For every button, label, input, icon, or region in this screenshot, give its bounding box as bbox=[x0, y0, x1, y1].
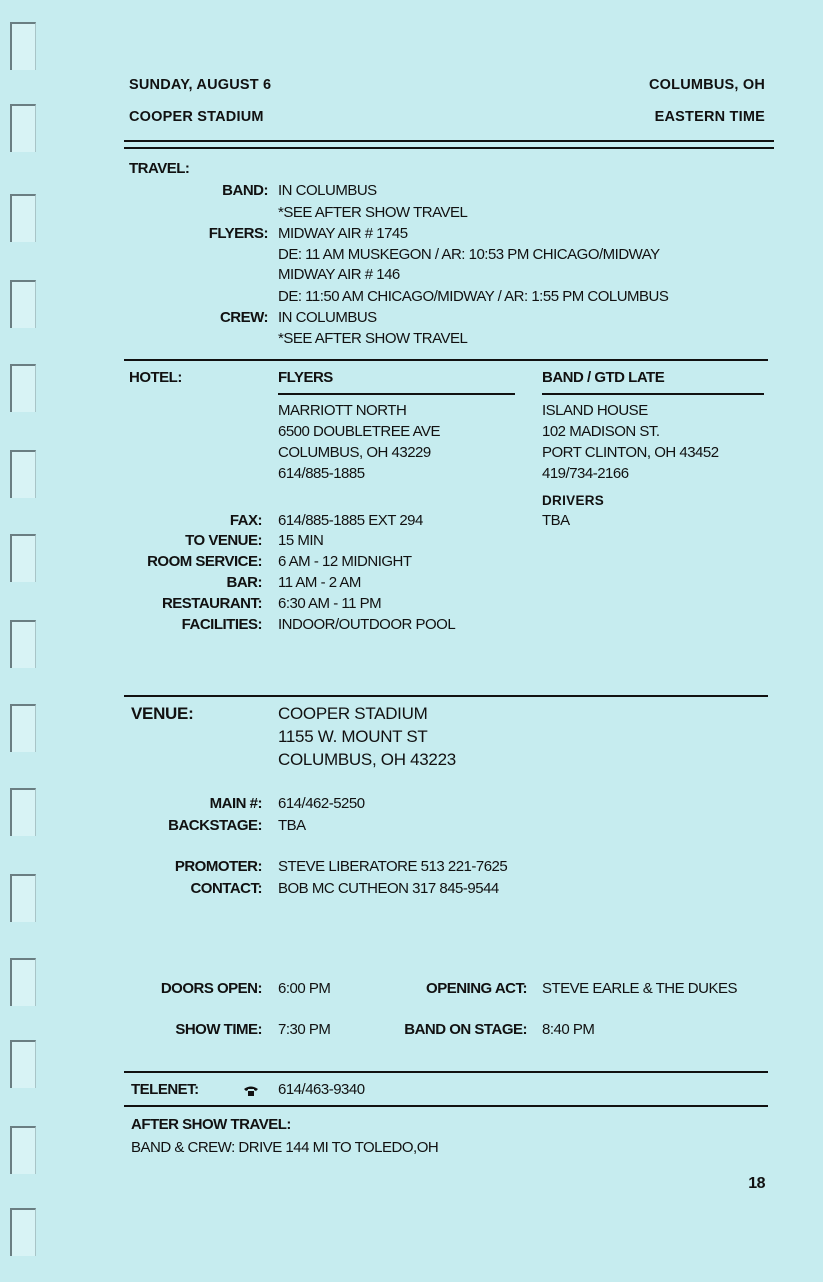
band-on-stage-label: BAND ON STAGE: bbox=[404, 1021, 527, 1038]
schedule-rule bbox=[124, 1071, 768, 1073]
show-time-value: 7:30 PM bbox=[278, 1021, 331, 1038]
hotel-band-rule bbox=[542, 393, 764, 395]
header-timezone: EASTERN TIME bbox=[654, 109, 765, 125]
hotel-drivers-value: TBA bbox=[542, 512, 570, 529]
hotel-band-heading: BAND / GTD LATE bbox=[542, 369, 665, 386]
hotel-detail-value: 6 AM - 12 MIDNIGHT bbox=[278, 553, 412, 570]
hotel-detail-value: INDOOR/OUTDOOR POOL bbox=[278, 616, 456, 633]
travel-flyers-line: MIDWAY AIR # 1745 bbox=[278, 225, 408, 242]
venue-heading: VENUE: bbox=[131, 704, 194, 723]
hotel-detail-label: RESTAURANT: bbox=[161, 595, 262, 612]
binder-hole bbox=[10, 280, 36, 328]
after-show-heading: AFTER SHOW TRAVEL: bbox=[131, 1116, 291, 1133]
venue-contact-label: CONTACT: bbox=[190, 880, 262, 897]
travel-heading: TRAVEL: bbox=[129, 160, 190, 177]
travel-flyers-label: FLYERS: bbox=[208, 225, 268, 242]
hotel-detail-label: TO VENUE: bbox=[185, 532, 262, 549]
show-time-label: SHOW TIME: bbox=[175, 1021, 262, 1038]
binder-hole bbox=[10, 788, 36, 836]
hotel-heading: HOTEL: bbox=[129, 369, 182, 386]
header-date: SUNDAY, AUGUST 6 bbox=[129, 77, 272, 93]
binder-hole bbox=[10, 104, 36, 152]
venue-address-line: COLUMBUS, OH 43223 bbox=[278, 750, 456, 769]
hotel-detail-label: BAR: bbox=[226, 574, 262, 591]
venue-promoter-label: PROMOTER: bbox=[174, 858, 262, 875]
binder-hole bbox=[10, 22, 36, 70]
travel-rule bbox=[124, 359, 768, 361]
header-venue: COOPER STADIUM bbox=[129, 109, 264, 125]
hotel-flyers-line: 614/885-1885 bbox=[278, 465, 365, 482]
hotel-detail-label: FACILITIES: bbox=[181, 616, 262, 633]
hotel-flyers-rule bbox=[278, 393, 515, 395]
binder-hole bbox=[10, 1126, 36, 1174]
hotel-detail-value: 15 MIN bbox=[278, 532, 324, 549]
header-rule-top bbox=[124, 140, 774, 142]
binder-hole bbox=[10, 1208, 36, 1256]
hotel-detail-value: 11 AM - 2 AM bbox=[278, 574, 361, 591]
telenet-rule bbox=[124, 1105, 768, 1107]
venue-contact-value: BOB MC CUTHEON 317 845-9544 bbox=[278, 880, 499, 897]
opening-act-value: STEVE EARLE & THE DUKES bbox=[542, 980, 737, 997]
travel-flyers-line: MIDWAY AIR # 146 bbox=[278, 266, 400, 283]
travel-band-label: BAND: bbox=[222, 182, 268, 199]
hotel-detail-label: ROOM SERVICE: bbox=[147, 553, 262, 570]
travel-band-line: *SEE AFTER SHOW TRAVEL bbox=[278, 204, 468, 221]
telenet-value: 614/463-9340 bbox=[278, 1081, 365, 1098]
travel-flyers-line: DE: 11:50 AM CHICAGO/MIDWAY / AR: 1:55 PM COLUMBUS bbox=[278, 288, 669, 305]
binder-hole bbox=[10, 450, 36, 498]
venue-backstage-label: BACKSTAGE: bbox=[168, 817, 262, 834]
doors-open-value: 6:00 PM bbox=[278, 980, 331, 997]
page-number: 18 bbox=[748, 1175, 765, 1192]
binder-hole bbox=[10, 364, 36, 412]
binder-hole bbox=[10, 1040, 36, 1088]
hotel-flyers-line: COLUMBUS, OH 43229 bbox=[278, 444, 431, 461]
after-show-text: BAND & CREW: DRIVE 144 MI TO TOLEDO,OH bbox=[131, 1139, 439, 1156]
venue-main-label: MAIN #: bbox=[209, 795, 262, 812]
venue-address-line: 1155 W. MOUNT ST bbox=[278, 727, 428, 746]
hotel-detail-value: 6:30 AM - 11 PM bbox=[278, 595, 382, 612]
hotel-band-line: 419/734-2166 bbox=[542, 465, 629, 482]
hotel-flyers-line: MARRIOTT NORTH bbox=[278, 402, 407, 419]
travel-flyers-line: DE: 11 AM MUSKEGON / AR: 10:53 PM CHICAGO/MIDWAY bbox=[278, 246, 660, 263]
telephone-icon bbox=[243, 1085, 259, 1097]
doors-open-label: DOORS OPEN: bbox=[160, 980, 262, 997]
hotel-flyers-line: 6500 DOUBLETREE AVE bbox=[278, 423, 440, 440]
header-city: COLUMBUS, OH bbox=[649, 77, 765, 93]
travel-crew-line: IN COLUMBUS bbox=[278, 309, 377, 326]
telenet-label: TELENET: bbox=[131, 1081, 199, 1098]
hotel-detail-value: 614/885-1885 EXT 294 bbox=[278, 512, 423, 529]
venue-backstage-value: TBA bbox=[278, 817, 306, 834]
binder-hole bbox=[10, 874, 36, 922]
band-on-stage-value: 8:40 PM bbox=[542, 1021, 595, 1038]
hotel-detail-label: FAX: bbox=[229, 512, 262, 529]
hotel-band-line: ISLAND HOUSE bbox=[542, 402, 648, 419]
hotel-band-line: PORT CLINTON, OH 43452 bbox=[542, 444, 719, 461]
opening-act-label: OPENING ACT: bbox=[426, 980, 527, 997]
hotel-band-line: 102 MADISON ST. bbox=[542, 423, 660, 440]
venue-address-line: COOPER STADIUM bbox=[278, 704, 428, 723]
venue-main-value: 614/462-5250 bbox=[278, 795, 365, 812]
binder-hole bbox=[10, 958, 36, 1006]
binder-hole bbox=[10, 704, 36, 752]
header-rule-bottom bbox=[124, 147, 774, 149]
travel-band-line: IN COLUMBUS bbox=[278, 182, 377, 199]
venue-promoter-value: STEVE LIBERATORE 513 221-7625 bbox=[278, 858, 508, 875]
hotel-drivers-heading: DRIVERS bbox=[542, 493, 605, 508]
travel-crew-line: *SEE AFTER SHOW TRAVEL bbox=[278, 330, 468, 347]
binder-hole bbox=[10, 194, 36, 242]
hotel-flyers-heading: FLYERS bbox=[278, 369, 333, 386]
binder-hole bbox=[10, 534, 36, 582]
hotel-rule bbox=[124, 695, 768, 697]
binder-hole bbox=[10, 620, 36, 668]
travel-crew-label: CREW: bbox=[219, 309, 268, 326]
